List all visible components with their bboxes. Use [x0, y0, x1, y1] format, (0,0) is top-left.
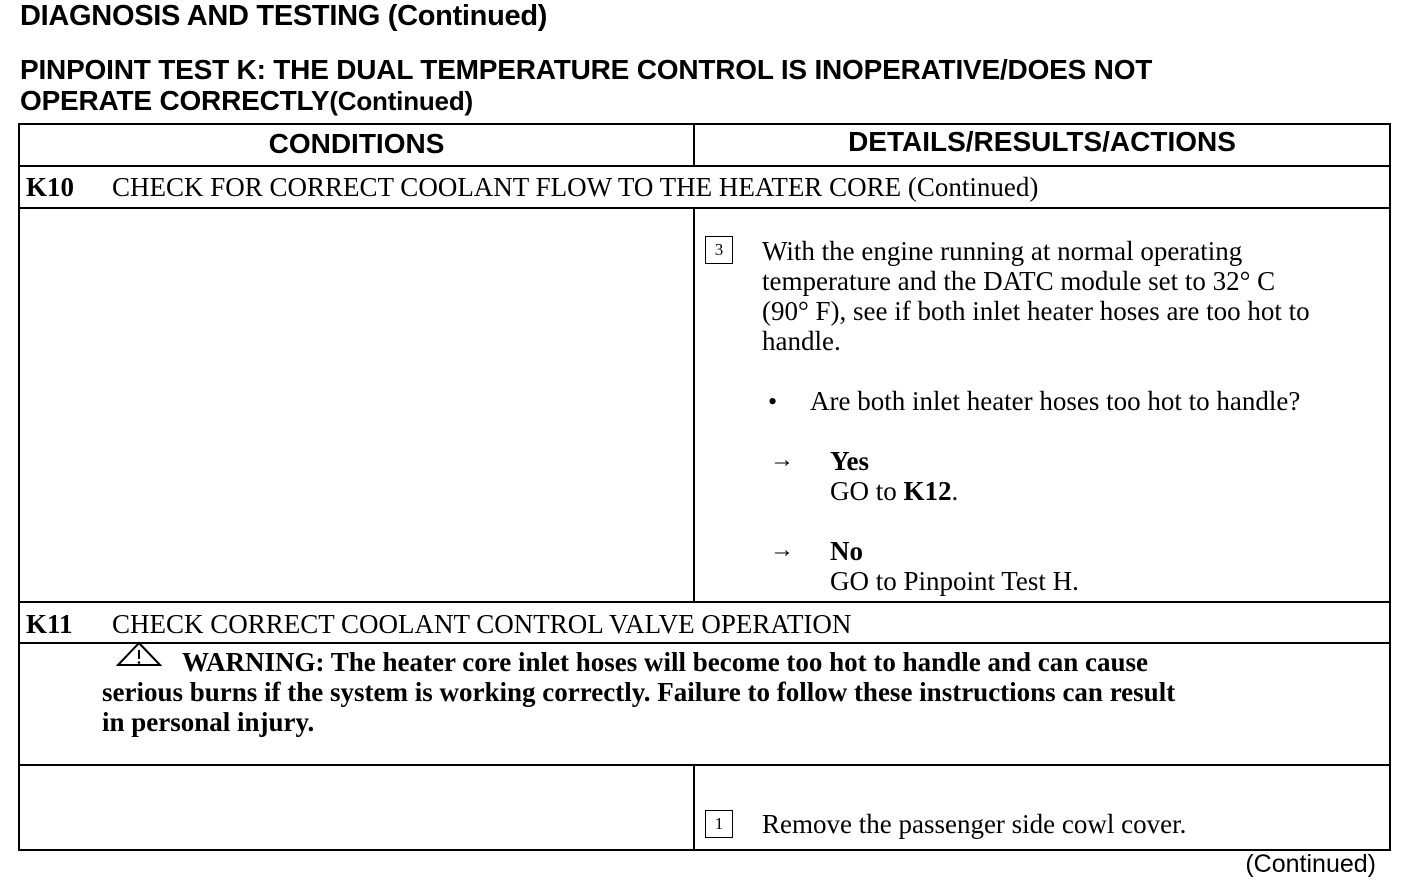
k11-step-title [26, 609, 851, 640]
k10-bottom-divider [20, 601, 1389, 603]
k10-column-divider [693, 207, 695, 601]
yes-arrow-icon: → [770, 447, 794, 473]
k11-warning: WARNING: The heater core inlet hoses will become too hot to handle and can cause serious burns if the system is working correctly. Failure to follow these instructions can result in personal injury. [102, 647, 1176, 737]
k10-step-title-text: CHECK FOR CORRECT COOLANT FLOW TO THE HEATER CORE (Continued) [112, 172, 1039, 202]
pinpoint-test-title [20, 54, 1152, 117]
pinpoint-title-line-1: PINPOINT TEST K: THE DUAL TEMPERATURE CONTROL IS INOPERATIVE/DOES NOT [20, 54, 1153, 85]
k11-title-divider [20, 642, 1389, 644]
no-label: No [830, 536, 863, 566]
k11-step-instruction: Remove the passenger side cowl cover. [762, 809, 1187, 839]
no-arrow-icon: → [770, 537, 794, 563]
no-result [830, 536, 1079, 596]
question-bullet-icon: • [768, 387, 778, 416]
header-divider [20, 165, 1389, 167]
k10-question: Are both inlet heater hoses too hot to handle? [810, 386, 1301, 416]
pinpoint-test-table [18, 123, 1391, 851]
yes-action: GO to K12. [830, 476, 959, 506]
yes-label: Yes [830, 446, 869, 476]
k11-step-id: K11 [26, 609, 73, 639]
k10-step-title [26, 172, 1038, 203]
no-action: GO to Pinpoint Test H. [830, 566, 1079, 596]
k10-step-id: K10 [26, 172, 75, 202]
details-header: DETAILS/RESULTS/ACTIONS [848, 126, 1236, 157]
conditions-header: CONDITIONS [268, 128, 445, 159]
footer-continued: (Continued) [1245, 850, 1376, 878]
k10-title-divider [20, 207, 1389, 209]
k11-column-divider [693, 764, 695, 851]
section-title: DIAGNOSIS AND TESTING (Continued) [20, 0, 548, 32]
yes-result [830, 446, 958, 506]
warning-divider [20, 764, 1389, 766]
k10-step-number-box: 3 [705, 236, 733, 264]
k10-step-instructions: With the engine running at normal operating temperature and the DATC module set to 32° C (90° F), see if both inlet heater hoses are too hot to handle. [762, 236, 1310, 356]
k11-step-number-box: 1 [705, 810, 733, 838]
pinpoint-title-line-2: OPERATE CORRECTLY(Continued) [20, 85, 473, 116]
k11-step-title-text: CHECK CORRECT COOLANT CONTROL VALVE OPERATION [112, 609, 852, 639]
